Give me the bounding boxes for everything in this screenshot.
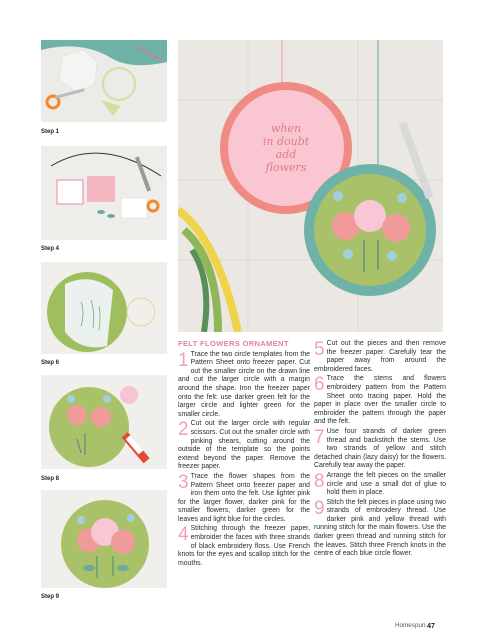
step-number: 1: [178, 349, 189, 371]
instruction-step: [314, 472, 446, 498]
step-text: Trace the two circle templates from the Pattern Sheet onto freezer paper. Cut out the smaller circle on the drawn line and cut the larger circle with a margin around the shape. Iron the freezer paper onto the felt: use darker green felt for the larger circle and lighter green for the smaller circle.: [178, 350, 310, 418]
step-6-label: Step 6: [41, 360, 60, 366]
step-text: Cut out the larger circle with regular scissors. Cut out the smaller circle with pinking shears, cutting around the outside of the template so the points extend beyond the paper. Remove the freezer paper.: [178, 420, 310, 471]
step-number: 7: [314, 426, 325, 448]
step-8-label: Step 8: [41, 476, 60, 482]
article-column-left: [178, 340, 310, 568]
step-1-photo: [41, 40, 167, 122]
instruction-step: [314, 340, 446, 374]
step-8-photo: [41, 375, 167, 469]
step-text: Trace the flower shapes from the Pattern Sheet onto freezer paper and iron them onto the felt. Use lighter pink for the larger flower, darker pink for the smaller flowers, darker green for the leaves and light blue for the circles.: [178, 472, 310, 523]
step-text: Stitch the felt pieces in place using two strands of embroidery thread. Use darker pink and yellow thread with running stitch for the main flowers. Use the darker green thread and running stitch for the leaves. Stitch three French knots in the centre of each blue circle flower.: [314, 498, 446, 558]
step-text: Cut out the pieces and then remove the freezer paper. Carefully tear the paper away from around the embroidered faces.: [314, 340, 446, 373]
step-number: 3: [178, 471, 189, 493]
step-4-label: Step 4: [41, 246, 60, 252]
ornament-line: add: [275, 148, 297, 161]
step-text: Arrange the felt pieces on the smaller circle and use a small dot of glue to hold them in place.: [326, 471, 446, 497]
instruction-step: [314, 375, 446, 427]
ornament-line: flowers: [265, 161, 307, 174]
ornament-line: in doubt: [262, 135, 310, 148]
step-number: 2: [178, 419, 189, 441]
hero-photo: [178, 40, 443, 332]
step-1-label: Step 1: [41, 129, 60, 135]
step-text: Use four strands of darker green thread and backstitch the stems. Use two strands of yellow and stitch detached chain (lazy daisy) for the flowers. Carefully tear away the paper.: [314, 427, 446, 470]
step-4-photo: [41, 146, 167, 240]
ornament-text: [250, 122, 322, 174]
ornament-line: when: [270, 122, 302, 135]
step-6-photo: [41, 262, 167, 354]
article-column-right: [314, 340, 446, 559]
instruction-step: [178, 525, 310, 568]
step-9-photo: [41, 490, 167, 588]
step-text: Stitching through the freezer paper, embroider the faces with three strands of black embroidery floss. Use French knots for the eyes and scallop stitch for the mouths.: [178, 525, 310, 567]
instruction-step: [178, 351, 310, 420]
step-number: 8: [314, 470, 325, 492]
step-number: 6: [314, 374, 325, 396]
step-9-label: Step 9: [41, 594, 60, 600]
page-number: 47: [427, 621, 435, 630]
instruction-step: [178, 473, 310, 525]
step-number: 9: [314, 497, 325, 519]
step-number: 5: [314, 339, 325, 360]
step-text: Trace the stems and flowers embroidery pattern from the Pattern Sheet onto tracing paper. Hold the paper in place over the smaller circle to embroider the pattern through the paper and the felt.: [314, 375, 446, 426]
article-heading: FELT FLOWERS ORNAMENT: [178, 339, 289, 348]
instruction-step: [314, 428, 446, 471]
instruction-step: [314, 499, 446, 559]
step-number: 4: [178, 524, 189, 546]
instruction-step: [178, 420, 310, 472]
magazine-name: Homespun: [395, 622, 426, 629]
